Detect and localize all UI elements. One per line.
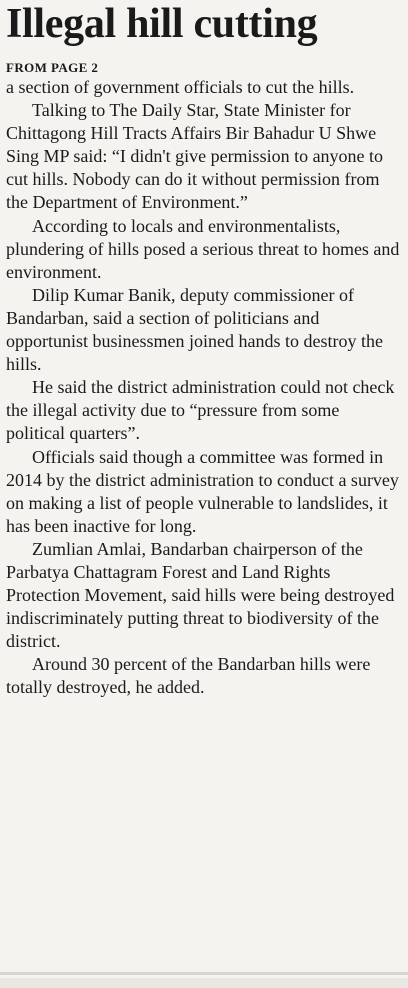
- paragraph: Dilip Kumar Banik, deputy commissioner of Bandarban, said a section of politicians and opportunist businessmen joined hands to destroy the hills.: [6, 284, 383, 375]
- paragraph: According to locals and environmentalists, plundering of hills posed a serious threat to homes and environment.: [6, 215, 400, 282]
- article-body: [6, 76, 400, 700]
- paragraph-continuation: a section of government officials to cut the hills.: [6, 77, 355, 97]
- paragraph: Zumlian Amlai, Bandarban chairperson of the Parbatya Chattagram Forest and Land Rights Protection Movement, said hills were being destroyed indiscriminately putting threat to biodiversity of the district.: [6, 538, 395, 652]
- paragraph: Officials said though a committee was formed in 2014 by the district administration to conduct a survey on making a list of people vulnerable to landslides, it has been inactive for long.: [6, 446, 399, 536]
- paragraph: He said the district administration could not check the illegal activity due to “pressure from some political quarters”.: [6, 377, 395, 444]
- headline: Illegal hill cutting: [6, 1, 318, 47]
- clipped-next-article: [0, 978, 408, 988]
- paragraph: Around 30 percent of the Bandarban hills were totally destroyed, he added.: [6, 654, 371, 698]
- news-article: [6, 0, 400, 700]
- page-divider: [0, 972, 408, 975]
- jump-line: FROM PAGE 2: [6, 60, 99, 75]
- paragraph: Talking to The Daily Star, State Minister for Chittagong Hill Tracts Affairs Bir Bahadur U Shwe Sing MP said: “I didn't give permission to anyone to cut hills. Nobody can do it without permission from the Department of Environment.”: [6, 100, 384, 213]
